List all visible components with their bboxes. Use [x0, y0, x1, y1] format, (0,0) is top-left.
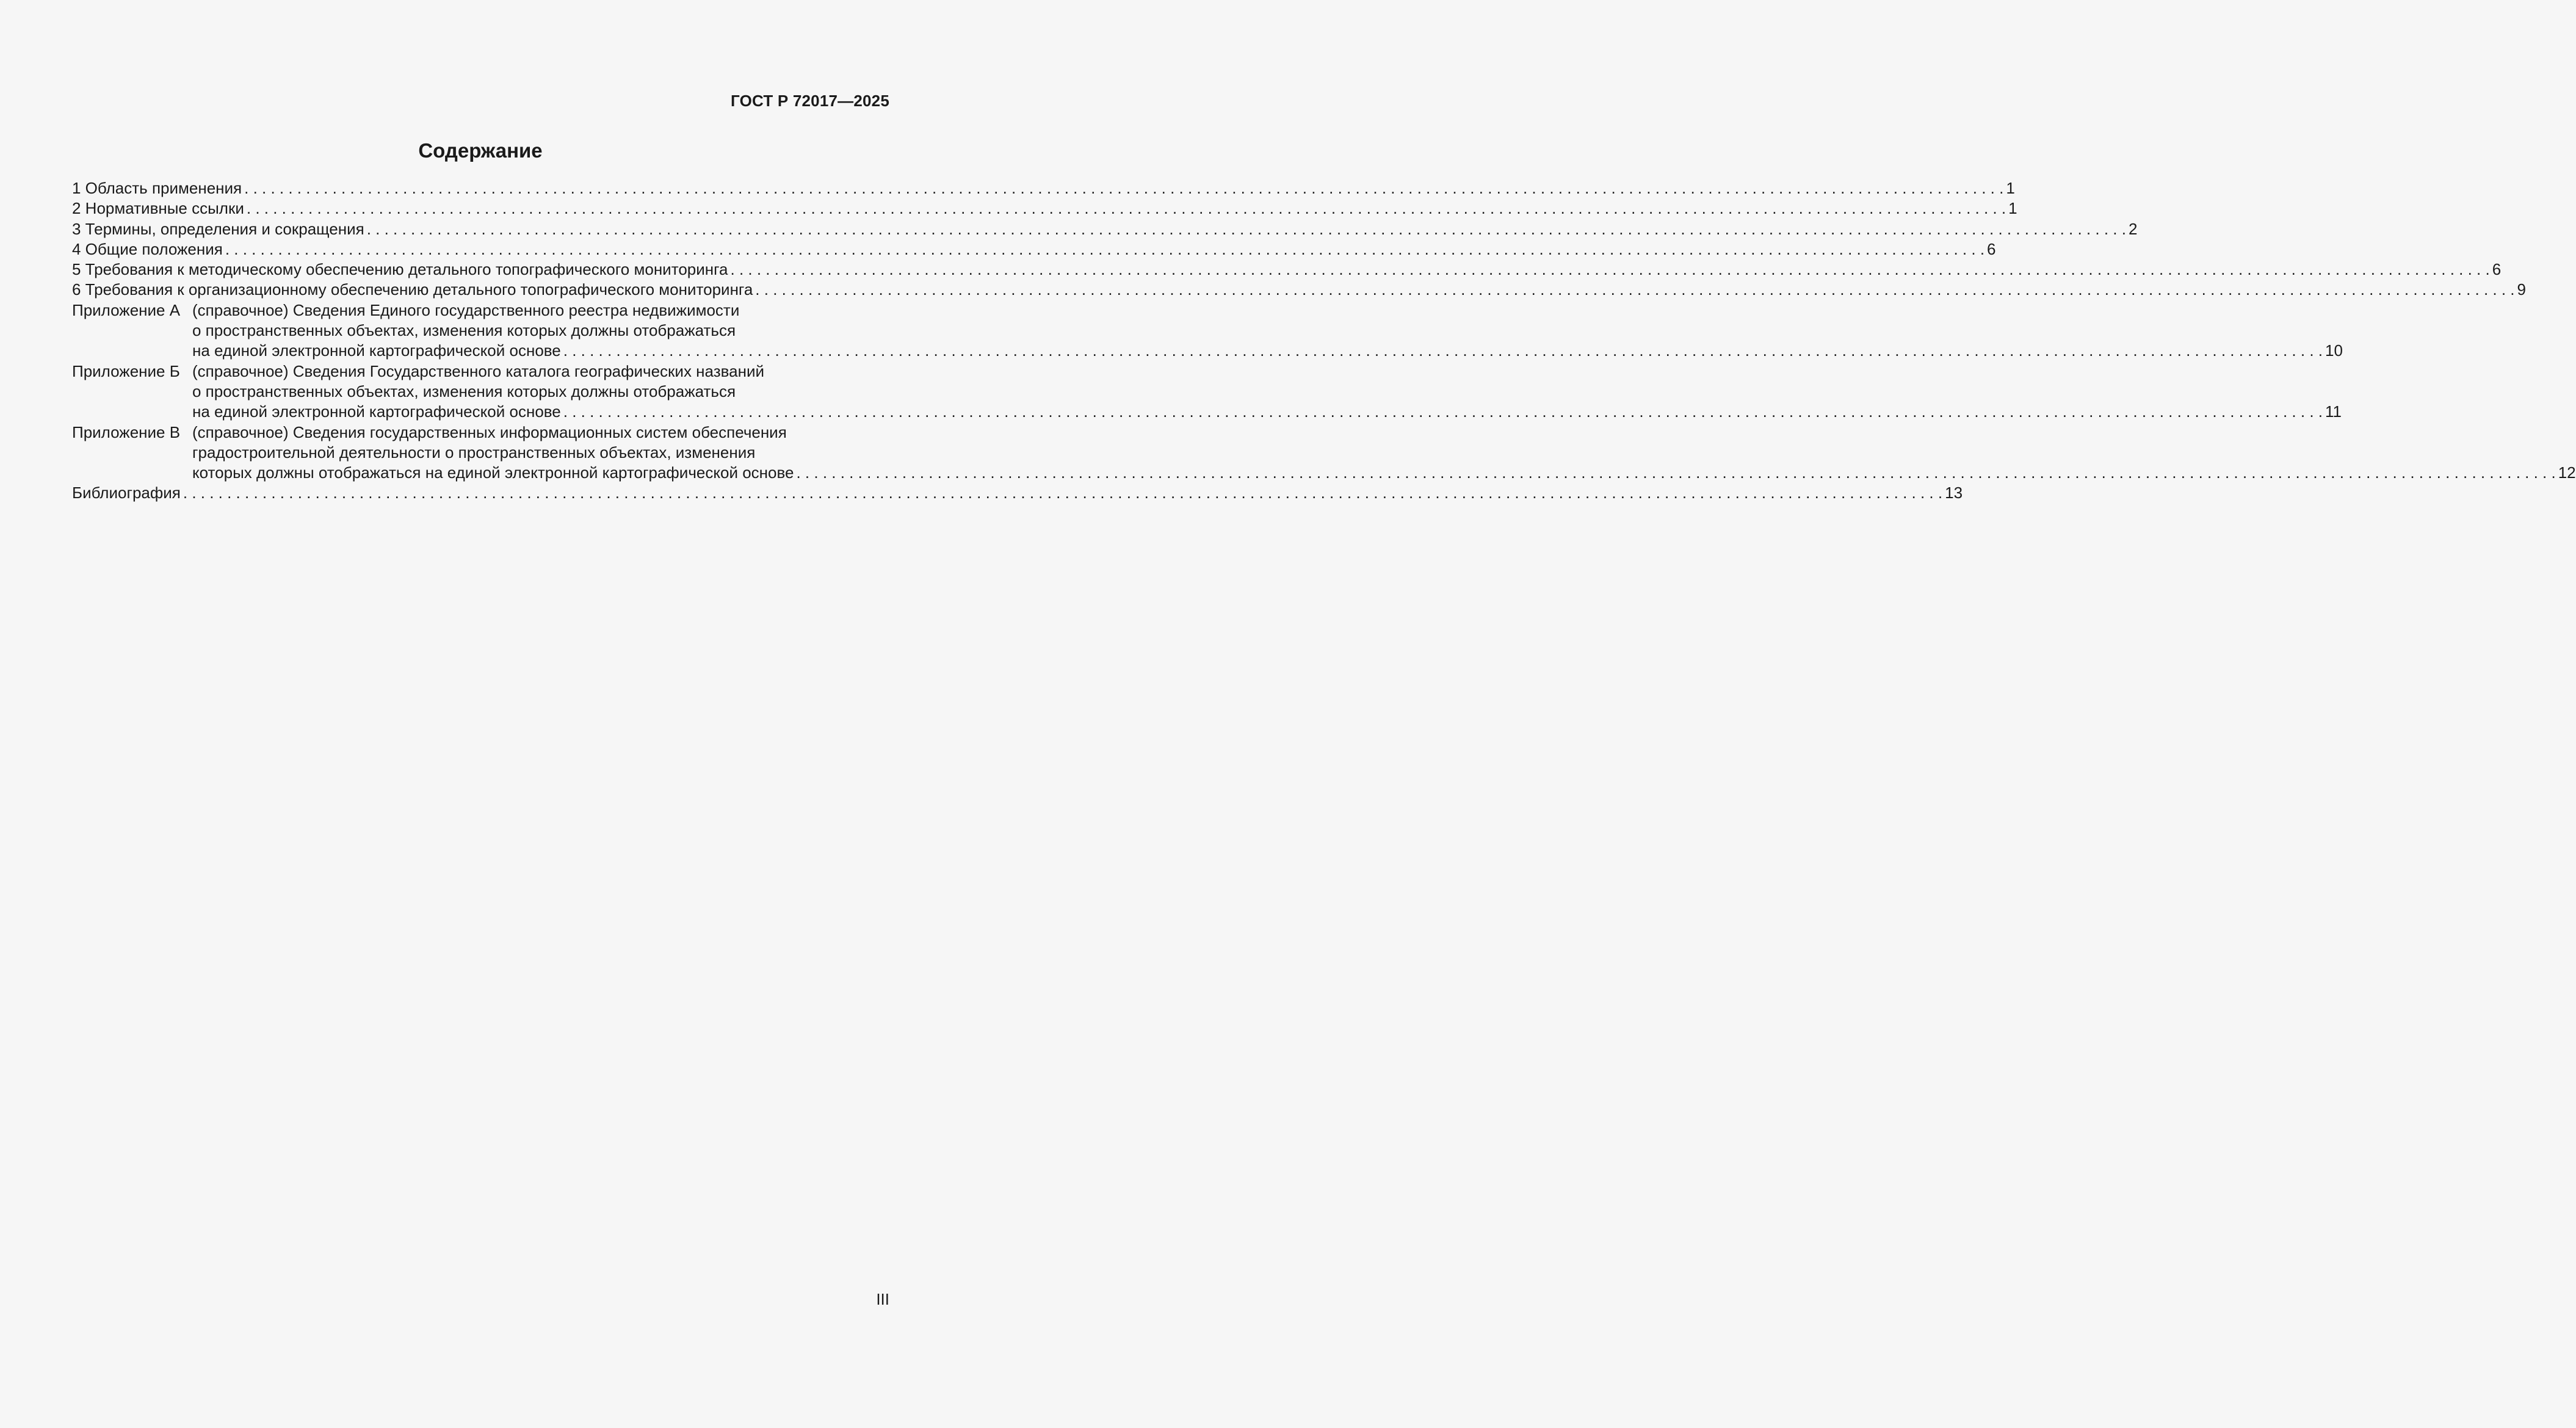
toc-entry-page: 6 [1987, 239, 1996, 258]
toc-entry-page: 11 [2325, 402, 2342, 421]
dot-leader: . . . . . . . . . . . . . . . . . . . . . . . . . . . . . . . . . . . . . . . . . . . . . . . . . . . . . . . . . . . . . . . . . . . . . . . . . . . . . . . . . . . . . . . . . . . . . . . . . . . . . . . . . . . . . . . . . . . . . . . . . . . . . . . . . . . . . . . . . . . . . . . . . . . . . . . . . . . . . . . . . . . . . . . . . . . . . . . . . . . . . . . . . . . . . . . . . . . . . . . . [244, 179, 2004, 197]
toc-entry-page: 10 [2325, 341, 2343, 360]
toc-entry[interactable] [72, 178, 2015, 198]
toc-appendix-b[interactable] [72, 361, 2342, 422]
dot-leader: . . . . . . . . . . . . . . . . . . . . . . . . . . . . . . . . . . . . . . . . . . . . . . . . . . . . . . . . . . . . . . . . . . . . . . . . . . . . . . . . . . . . . . . . . . . . . . . . . . . . . . . . . . . . . . . . . . . . . . . . . . . . . . . . . . . . . . . . . . . . . . . . . . . . . . . . . . . . . . . . . . . . . . . . . . . . . . . . . . . . . . . . . . . . . . . . . . . . . . . . [366, 219, 2126, 238]
toc-entry-page: 2 [2128, 219, 2138, 238]
document-code: ГОСТ Р 72017—2025 [731, 92, 889, 110]
appendix-prefix: Приложение А [72, 300, 181, 319]
toc-entry[interactable] [72, 280, 2526, 300]
appendix-title-line: (справочное) Сведения Единого государственного реестра недвижимости [192, 300, 740, 319]
dot-leader: . . . . . . . . . . . . . . . . . . . . . . . . . . . . . . . . . . . . . . . . . . . . . . . . . . . . . . . . . . . . . . . . . . . . . . . . . . . . . . . . . . . . . . . . . . . . . . . . . . . . . . . . . . . . . . . . . . . . . . . . . . . . . . . . . . . . . . . . . . . . . . . . . . . . . . . . . . . . . . . . . . . . . . . . . . . . . . . . . . . . . . . . . . . . . . . . . . . . . . . . [563, 341, 2323, 360]
toc-appendix-a[interactable] [72, 300, 2343, 361]
toc-entry-label: 5 Требования к методическому обеспечению детального топографического мониторинга [72, 260, 728, 279]
appendix-title-line: (справочное) Сведения государственных информационных систем обеспечения [192, 422, 787, 441]
appendix-title-line: которых должны отображаться на единой электронной картографической основе [192, 463, 794, 482]
appendix-title-line: (справочное) Сведения Государственного каталога географических названий [192, 361, 765, 380]
toc-entry[interactable] [72, 259, 2502, 280]
toc-entry-label: 6 Требования к организационному обеспечению детального топографического мониторинга [72, 280, 753, 299]
toc-entry-page: 6 [2492, 260, 2502, 279]
appendix-title-line: о пространственных объектах, изменения которых должны отображаться [192, 382, 736, 400]
toc-title: Содержание [418, 139, 543, 162]
page-number: III [876, 1290, 889, 1308]
toc-entry[interactable] [72, 239, 1996, 259]
toc-entry-label: 2 Нормативные ссылки [72, 199, 244, 218]
dot-leader: . . . . . . . . . . . . . . . . . . . . . . . . . . . . . . . . . . . . . . . . . . . . . . . . . . . . . . . . . . . . . . . . . . . . . . . . . . . . . . . . . . . . . . . . . . . . . . . . . . . . . . . . . . . . . . . . . . . . . . . . . . . . . . . . . . . . . . . . . . . . . . . . . . . . . . . . . . . . . . . . . . . . . . . . . . . . . . . . . . . . . . . . . . . . . . . . . . . . . . . . [796, 463, 2556, 482]
table-of-contents [72, 178, 2576, 504]
toc-entry-page: 1 [2006, 179, 2015, 197]
toc-entry[interactable] [72, 198, 2017, 219]
toc-entry-page: 9 [2517, 280, 2526, 299]
toc-appendix-v[interactable] [72, 422, 2576, 484]
toc-entry-bibliography[interactable] [72, 483, 1963, 503]
toc-entry-page: 13 [1945, 484, 1963, 502]
dot-leader: . . . . . . . . . . . . . . . . . . . . . . . . . . . . . . . . . . . . . . . . . . . . . . . . . . . . . . . . . . . . . . . . . . . . . . . . . . . . . . . . . . . . . . . . . . . . . . . . . . . . . . . . . . . . . . . . . . . . . . . . . . . . . . . . . . . . . . . . . . . . . . . . . . . . . . . . . . . . . . . . . . . . . . . . . . . . . . . . . . . . . . . . . . . . . . . . . . . . . . . . [225, 239, 1985, 258]
dot-leader: . . . . . . . . . . . . . . . . . . . . . . . . . . . . . . . . . . . . . . . . . . . . . . . . . . . . . . . . . . . . . . . . . . . . . . . . . . . . . . . . . . . . . . . . . . . . . . . . . . . . . . . . . . . . . . . . . . . . . . . . . . . . . . . . . . . . . . . . . . . . . . . . . . . . . . . . . . . . . . . . . . . . . . . . . . . . . . . . . . . . . . . . . . . . . . . . . . . . . . . . [563, 402, 2323, 421]
toc-entry-label: 4 Общие положения [72, 239, 223, 258]
appendix-title-line: на единой электронной картографической основе [192, 341, 561, 360]
appendix-prefix: Приложение В [72, 422, 181, 441]
toc-entry-label: 3 Термины, определения и сокращения [72, 219, 364, 238]
toc-entry-label: 1 Область применения [72, 179, 242, 197]
appendix-title-line: о пространственных объектах, изменения которых должны отображаться [192, 321, 736, 340]
toc-entry-label: Библиография [72, 484, 181, 502]
dot-leader: . . . . . . . . . . . . . . . . . . . . . . . . . . . . . . . . . . . . . . . . . . . . . . . . . . . . . . . . . . . . . . . . . . . . . . . . . . . . . . . . . . . . . . . . . . . . . . . . . . . . . . . . . . . . . . . . . . . . . . . . . . . . . . . . . . . . . . . . . . . . . . . . . . . . . . . . . . . . . . . . . . . . . . . . . . . . . . . . . . . . . . . . . . . . . . . . . . . . . . . . [755, 280, 2515, 299]
appendix-title-line: градостроительной деятельности о пространственных объектах, изменения [192, 443, 756, 462]
toc-entry-page: 1 [2008, 199, 2017, 218]
dot-leader: . . . . . . . . . . . . . . . . . . . . . . . . . . . . . . . . . . . . . . . . . . . . . . . . . . . . . . . . . . . . . . . . . . . . . . . . . . . . . . . . . . . . . . . . . . . . . . . . . . . . . . . . . . . . . . . . . . . . . . . . . . . . . . . . . . . . . . . . . . . . . . . . . . . . . . . . . . . . . . . . . . . . . . . . . . . . . . . . . . . . . . . . . . . . . . . . . . . . . . . . [246, 199, 2006, 218]
toc-entry[interactable] [72, 219, 2138, 239]
appendix-title-line: на единой электронной картографической основе [192, 402, 561, 421]
appendix-prefix: Приложение Б [72, 361, 180, 380]
dot-leader: . . . . . . . . . . . . . . . . . . . . . . . . . . . . . . . . . . . . . . . . . . . . . . . . . . . . . . . . . . . . . . . . . . . . . . . . . . . . . . . . . . . . . . . . . . . . . . . . . . . . . . . . . . . . . . . . . . . . . . . . . . . . . . . . . . . . . . . . . . . . . . . . . . . . . . . . . . . . . . . . . . . . . . . . . . . . . . . . . . . . . . . . . . . . . . . . . . . . . . . . [730, 260, 2490, 279]
toc-entry-page: 12 [2558, 463, 2576, 482]
dot-leader: . . . . . . . . . . . . . . . . . . . . . . . . . . . . . . . . . . . . . . . . . . . . . . . . . . . . . . . . . . . . . . . . . . . . . . . . . . . . . . . . . . . . . . . . . . . . . . . . . . . . . . . . . . . . . . . . . . . . . . . . . . . . . . . . . . . . . . . . . . . . . . . . . . . . . . . . . . . . . . . . . . . . . . . . . . . . . . . . . . . . . . . . . . . . . . . . . . . . . . . . [183, 484, 1943, 502]
